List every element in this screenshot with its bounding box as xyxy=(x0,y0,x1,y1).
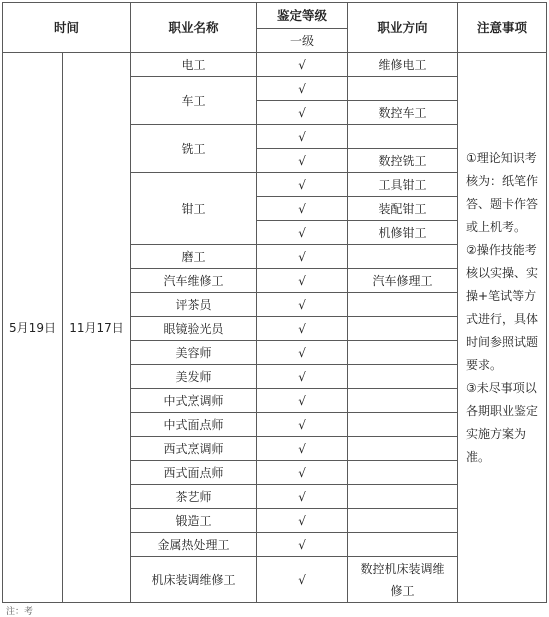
job-direction: 汽车修理工 xyxy=(348,269,458,293)
job-name: 中式面点师 xyxy=(131,413,257,437)
job-name: 磨工 xyxy=(131,245,257,269)
notes-line: ③未尽事项以 xyxy=(466,381,537,395)
level-check: √ xyxy=(257,149,348,173)
job-name: 汽车维修工 xyxy=(131,269,257,293)
level-check: √ xyxy=(257,125,348,149)
job-direction xyxy=(348,389,458,413)
notes-line: ②操作技能考 xyxy=(466,243,537,257)
job-name: 评茶员 xyxy=(131,293,257,317)
footer-note: 注：考 xyxy=(6,607,34,617)
notes-line: 答、题卡作答 xyxy=(466,197,539,211)
notes-line: ①理论知识考 xyxy=(466,151,537,165)
notes-line: 式进行，具体 xyxy=(466,312,539,326)
notes-line: 核以实操、实 xyxy=(466,266,539,280)
level-check: √ xyxy=(257,389,348,413)
job-direction xyxy=(348,413,458,437)
job-direction xyxy=(348,365,458,389)
job-direction xyxy=(348,293,458,317)
level-check: √ xyxy=(257,245,348,269)
notes-line: 操+笔试等方 xyxy=(466,289,537,303)
notes-line: 或上机考。 xyxy=(466,220,527,234)
job-direction: 数控铣工 xyxy=(348,149,458,173)
notes-line: 各期职业鉴定 xyxy=(466,404,539,418)
notes-line: 时间参照试题 xyxy=(466,335,539,349)
job-direction xyxy=(348,125,458,149)
notes-cell xyxy=(458,53,547,603)
job-direction xyxy=(348,245,458,269)
job-name: 车工 xyxy=(131,77,257,125)
job-direction: 数控车工 xyxy=(348,101,458,125)
level-check: √ xyxy=(257,101,348,125)
level-check: √ xyxy=(257,485,348,509)
notes-line: 核为：纸笔作 xyxy=(466,174,539,188)
job-name: 西式烹调师 xyxy=(131,437,257,461)
job-name: 钳工 xyxy=(131,173,257,245)
level-check: √ xyxy=(257,533,348,557)
level-check: √ xyxy=(257,269,348,293)
job-name: 电工 xyxy=(131,53,257,77)
notes-line: 要求。 xyxy=(466,358,503,372)
level-check: √ xyxy=(257,413,348,437)
job-direction xyxy=(348,461,458,485)
job-direction xyxy=(348,485,458,509)
level-check: √ xyxy=(257,341,348,365)
date-second: 11月17日 xyxy=(63,53,131,603)
job-direction: 数控机床装调维修工 xyxy=(348,557,458,603)
level-check: √ xyxy=(257,53,348,77)
job-name: 中式烹调师 xyxy=(131,389,257,413)
level-check: √ xyxy=(257,173,348,197)
job-direction xyxy=(348,341,458,365)
level-check: √ xyxy=(257,437,348,461)
job-direction: 工具钳工 xyxy=(348,173,458,197)
level-check: √ xyxy=(257,77,348,101)
job-name: 铣工 xyxy=(131,125,257,173)
job-direction xyxy=(348,317,458,341)
notes-line: 实施方案为 xyxy=(466,427,527,441)
job-name: 锻造工 xyxy=(131,509,257,533)
job-name: 西式面点师 xyxy=(131,461,257,485)
header-time: 时间 xyxy=(3,3,131,53)
level-check: √ xyxy=(257,509,348,533)
exam-schedule-table xyxy=(2,2,547,603)
date-first: 5月19日 xyxy=(3,53,63,603)
job-direction xyxy=(348,533,458,557)
level-check: √ xyxy=(257,293,348,317)
job-direction: 维修电工 xyxy=(348,53,458,77)
level-check: √ xyxy=(257,461,348,485)
level-check: √ xyxy=(257,557,348,603)
level-check: √ xyxy=(257,221,348,245)
level-check: √ xyxy=(257,317,348,341)
header-level-sub: 一级 xyxy=(257,29,348,53)
header-level-group: 鉴定等级 xyxy=(257,3,348,29)
job-direction: 机修钳工 xyxy=(348,221,458,245)
level-check: √ xyxy=(257,365,348,389)
notes-line: 准。 xyxy=(466,450,491,464)
header-direction: 职业方向 xyxy=(348,3,458,53)
job-direction: 装配钳工 xyxy=(348,197,458,221)
job-direction xyxy=(348,437,458,461)
job-direction xyxy=(348,77,458,101)
level-check: √ xyxy=(257,197,348,221)
job-name: 茶艺师 xyxy=(131,485,257,509)
job-direction xyxy=(348,509,458,533)
header-job-name: 职业名称 xyxy=(131,3,257,53)
job-name: 机床装调维修工 xyxy=(131,557,257,603)
job-name: 美发师 xyxy=(131,365,257,389)
header-notes: 注意事项 xyxy=(458,3,547,53)
job-name: 金属热处理工 xyxy=(131,533,257,557)
job-name: 眼镜验光员 xyxy=(131,317,257,341)
job-name: 美容师 xyxy=(131,341,257,365)
